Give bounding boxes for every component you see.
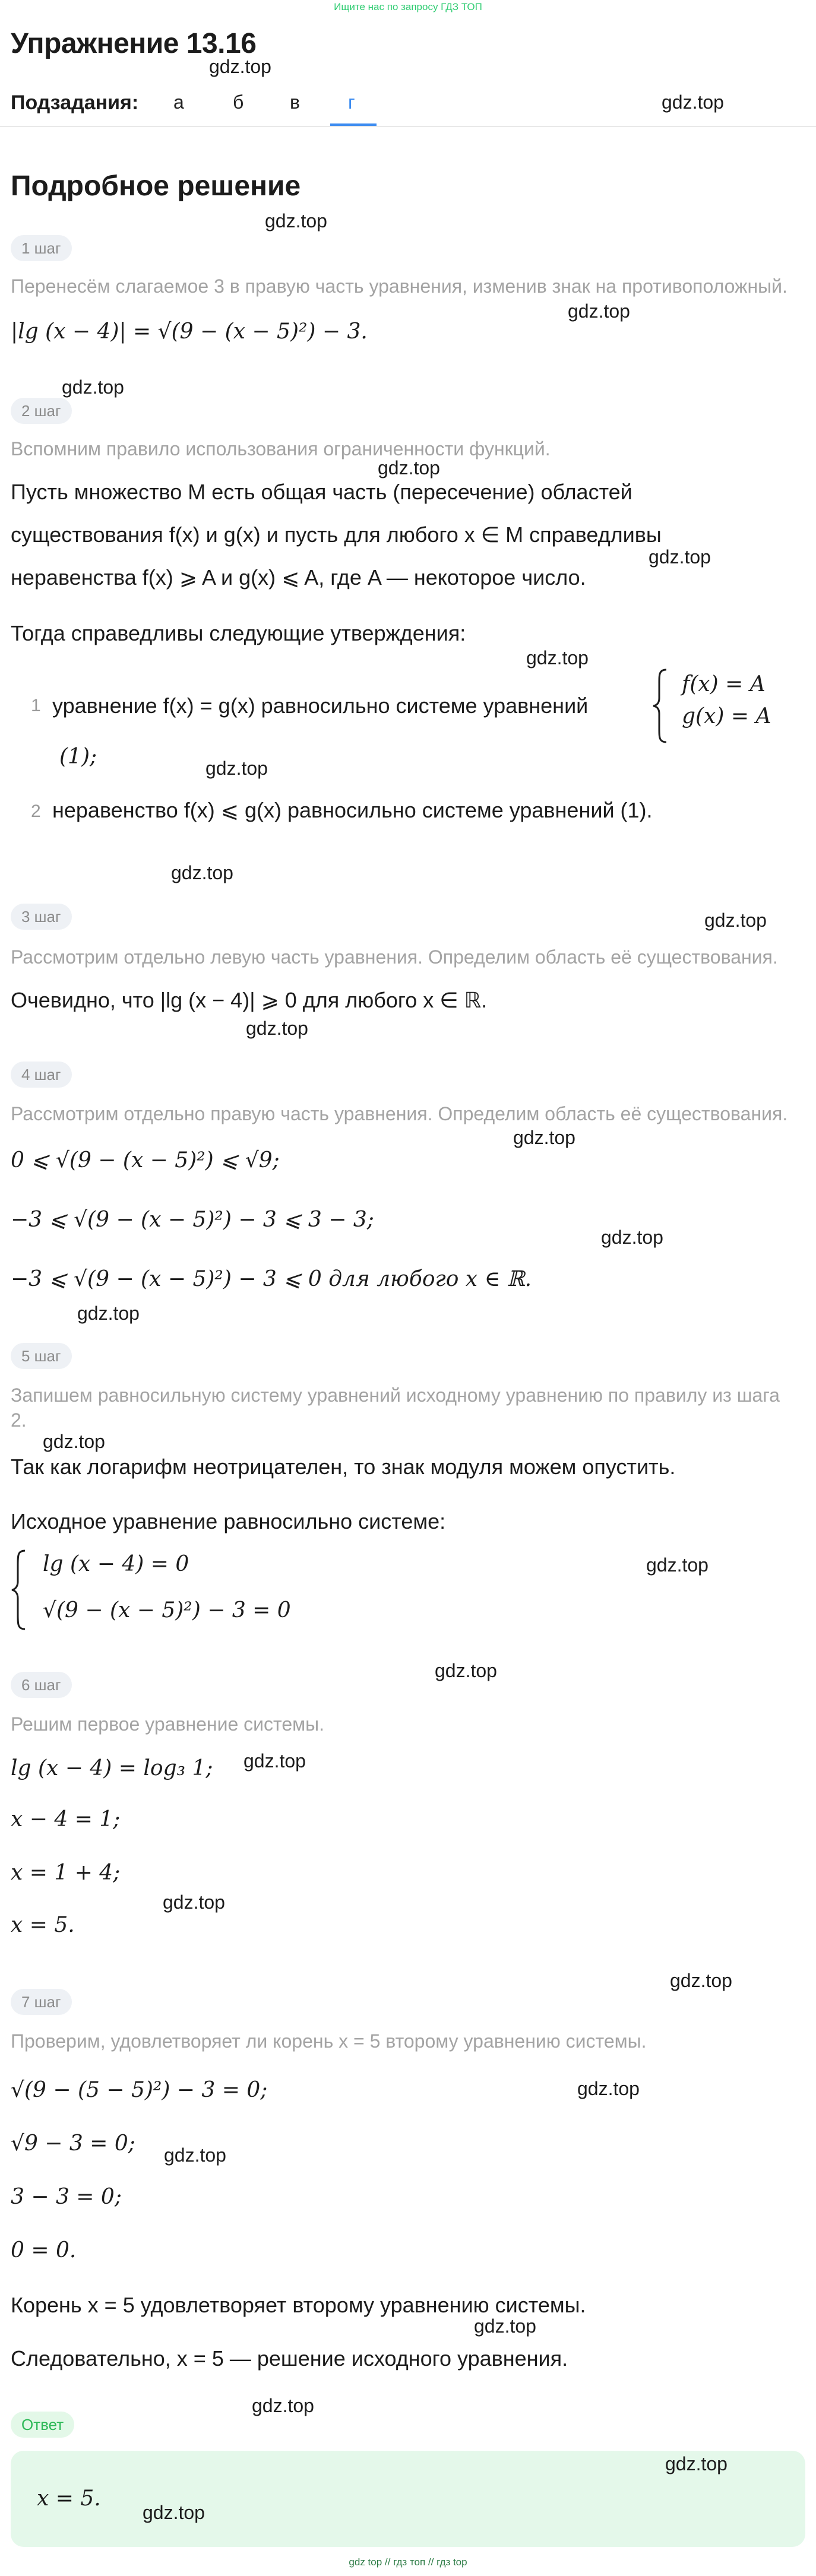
- step-6-line-4: x = 5.: [11, 1913, 75, 1937]
- watermark: gdz.top: [43, 1431, 105, 1452]
- step-6-description: Решим первое уравнение системы.: [11, 1713, 325, 1735]
- step-3-badge: 3 шаг: [11, 904, 72, 930]
- step-6-badge: 6 шаг: [11, 1672, 72, 1698]
- tab-v[interactable]: в: [290, 91, 300, 113]
- step-7-line-3: 3 − 3 = 0;: [11, 2185, 122, 2209]
- watermark: gdz.top: [646, 1554, 709, 1576]
- watermark: gdz.top: [704, 910, 767, 931]
- watermark: gdz.top: [265, 210, 327, 232]
- watermark: gdz.top: [205, 758, 268, 779]
- watermark: gdz.top: [577, 2078, 640, 2099]
- watermark: gdz.top: [513, 1127, 575, 1148]
- step-6-line-2: x − 4 = 1;: [11, 1807, 121, 1832]
- page-title: Упражнение 13.16: [11, 28, 257, 59]
- system-1-line-1: f(x) = A: [682, 672, 766, 696]
- tab-a[interactable]: а: [173, 91, 184, 113]
- watermark: gdz.top: [662, 91, 724, 113]
- watermark: gdz.top: [649, 546, 711, 568]
- step-7-line-2: √9 − 3 = 0;: [11, 2131, 135, 2156]
- list-item-1: уравнение f(x) = g(x) равносильно системе уравнений: [52, 693, 589, 718]
- step-6-line-1: lg (x − 4) = log₃ 1;: [11, 1756, 213, 1780]
- watermark: gdz.top: [568, 300, 630, 322]
- watermark: gdz.top: [526, 647, 589, 668]
- step-7-line-4: 0 = 0.: [11, 2238, 77, 2263]
- list-number-2: 2: [31, 801, 41, 821]
- step-5-badge: 5 шаг: [11, 1343, 72, 1369]
- solution-heading: Подробное решение: [11, 170, 301, 202]
- step-1-description: Перенесём слагаемое 3 в правую часть уравнения, изменив знак на противоположный.: [11, 275, 787, 297]
- step-2-para-3: неравенства f(x) ⩾ A и g(x) ⩽ A, где A — некоторое число.: [11, 565, 586, 590]
- step-4-description: Рассмотрим отдельно правую часть уравнения. Определим область её существования.: [11, 1103, 788, 1124]
- step-6-line-3: x = 1 + 4;: [11, 1861, 121, 1885]
- step-5-para-2: Исходное уравнение равносильно системе:: [11, 1509, 446, 1533]
- watermark: gdz.top: [378, 457, 440, 479]
- watermark: gdz.top: [474, 2315, 536, 2337]
- watermark: gdz.top: [670, 1970, 732, 1991]
- active-tab-indicator: [330, 123, 377, 126]
- list-item-1-ref: (1);: [59, 744, 97, 769]
- watermark: gdz.top: [601, 1227, 663, 1248]
- step-2-description: Вспомним правило использования ограниченности функций.: [11, 438, 551, 460]
- step-2-badge: 2 шаг: [11, 398, 72, 424]
- system-brace-1: [651, 667, 669, 744]
- watermark: gdz.top: [143, 2502, 205, 2523]
- watermark: gdz.top: [243, 1750, 306, 1772]
- watermark: gdz.top: [435, 1660, 497, 1681]
- step-7-para-1: Корень x = 5 удовлетворяет второму уравнению системы.: [11, 2293, 586, 2317]
- step-5-description-2: 2.: [11, 1409, 27, 1431]
- watermark: gdz.top: [665, 2453, 728, 2474]
- system-2-line-2: √(9 − (x − 5)²) − 3 = 0: [43, 1598, 291, 1623]
- watermark: gdz.top: [77, 1303, 140, 1324]
- tab-b[interactable]: б: [233, 91, 244, 113]
- tab-g[interactable]: г: [348, 91, 355, 113]
- step-5-para-1: Так как логарифм неотрицателен, то знак модуля можем опустить.: [11, 1455, 676, 1479]
- watermark: gdz.top: [252, 2395, 314, 2416]
- step-2-para-4: Тогда справедливы следующие утверждения:: [11, 621, 466, 645]
- step-7-badge: 7 шаг: [11, 1989, 72, 2015]
- step-2-para-2: существования f(x) и g(x) и пусть для любого x ∈ M справедливы: [11, 522, 662, 547]
- step-1-badge: 1 шаг: [11, 235, 72, 261]
- step-2-para-1: Пусть множество M есть общая часть (пересечение) областей: [11, 480, 632, 504]
- step-4-badge: 4 шаг: [11, 1062, 72, 1088]
- list-number-1: 1: [31, 696, 41, 715]
- step-7-description: Проверим, удовлетворяет ли корень x = 5 второму уравнению системы.: [11, 2030, 647, 2052]
- step-1-equation: |lg (x − 4)| = √(9 − (x − 5)²) − 3.: [11, 319, 368, 344]
- step-7-line-1: √(9 − (5 − 5)²) − 3 = 0;: [11, 2078, 268, 2102]
- answer-badge: Ответ: [11, 2412, 74, 2438]
- watermark: gdz.top: [163, 1891, 225, 1913]
- step-4-line-1: 0 ⩽ √(9 − (x − 5)²) ⩽ √9;: [11, 1148, 280, 1173]
- footer-links[interactable]: gdz top // гдз топ // гдз top: [349, 2556, 467, 2568]
- tabs-divider: [0, 126, 816, 127]
- top-banner[interactable]: Ищите нас по запросу ГДЗ ТОП: [334, 1, 482, 12]
- watermark: gdz.top: [209, 56, 271, 77]
- watermark: gdz.top: [164, 2144, 226, 2166]
- step-3-description: Рассмотрим отдельно левую часть уравнения. Определим область её существования.: [11, 946, 778, 968]
- system-brace-2: [10, 1548, 27, 1631]
- watermark: gdz.top: [246, 1018, 308, 1039]
- step-4-line-3: −3 ⩽ √(9 − (x − 5)²) − 3 ⩽ 0 для любого x ∈ ℝ.: [11, 1267, 532, 1291]
- system-1-line-2: g(x) = A: [682, 704, 771, 728]
- step-7-para-2: Следовательно, x = 5 — решение исходного уравнения.: [11, 2346, 568, 2371]
- step-5-description-1: Запишем равносильную систему уравнений исходному уравнению по правилу из шага: [11, 1384, 780, 1406]
- list-item-2: неравенство f(x) ⩽ g(x) равносильно системе уравнений (1).: [52, 798, 653, 822]
- watermark: gdz.top: [171, 862, 233, 883]
- watermark: gdz.top: [62, 376, 124, 398]
- system-2-line-1: lg (x − 4) = 0: [43, 1552, 189, 1576]
- step-4-line-2: −3 ⩽ √(9 − (x − 5)²) − 3 ⩽ 3 − 3;: [11, 1208, 374, 1232]
- answer-value: x = 5.: [37, 2486, 101, 2511]
- subtasks-label: Подзадания:: [11, 91, 139, 114]
- step-3-line: Очевидно, что |lg (x − 4)| ⩾ 0 для любого x ∈ ℝ.: [11, 988, 488, 1012]
